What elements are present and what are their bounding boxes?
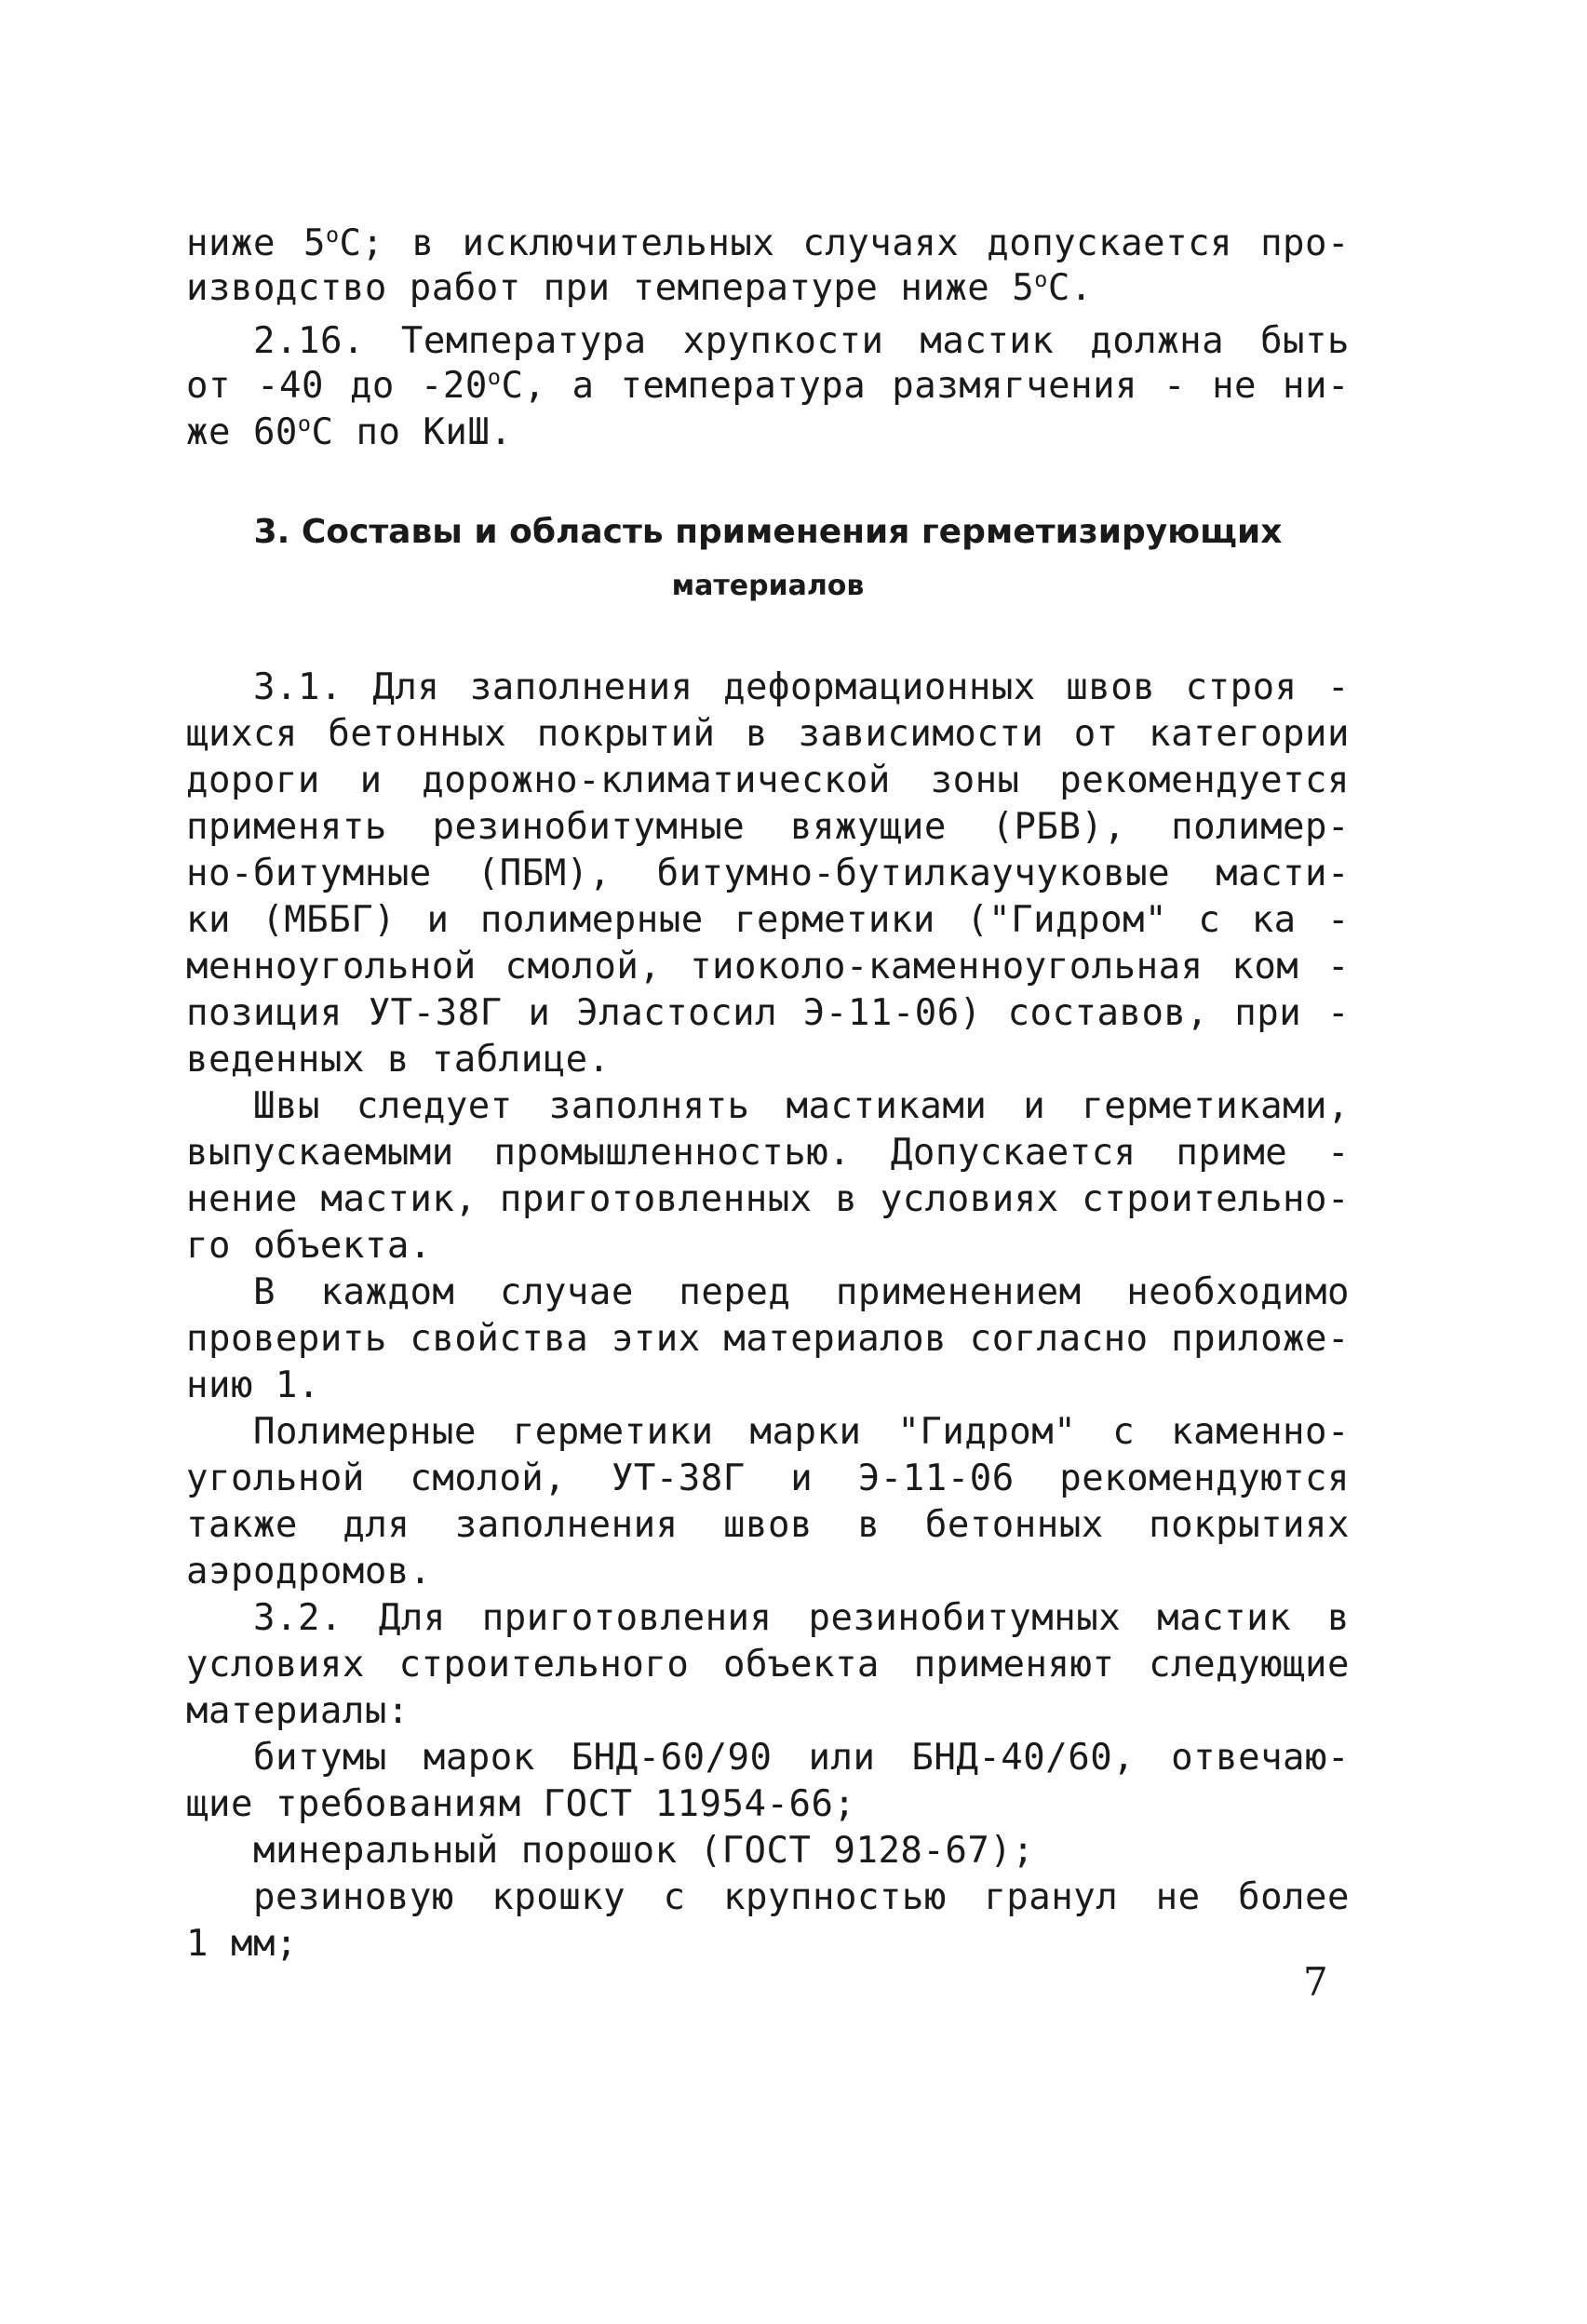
body-line: нию 1. xyxy=(186,1364,320,1406)
body-line: минеральный порошок (ГОСТ 9128-67); xyxy=(253,1830,1035,1872)
body-line: щие требованиям ГОСТ 11954-66; xyxy=(186,1783,856,1825)
body-line: аэродромов. xyxy=(186,1551,432,1592)
body-line: материалы: xyxy=(186,1690,410,1732)
body-line: резиновую крошку с крупностью гранул не более xyxy=(253,1876,1350,1918)
body-line: го объекта. xyxy=(186,1225,432,1267)
text-line-3: 2.16. Температура хрупкости мастик должна быть xyxy=(253,320,1350,362)
body-line: ки (МББГ) и полимерные герметики ("Гидром" с ка - xyxy=(186,899,1350,941)
body-line: Полимерные герметики марки "Гидром" с каменно- xyxy=(253,1411,1350,1453)
body-line: 3.2. Для приготовления резинобитумных мастик в xyxy=(253,1597,1350,1639)
body-line: позиция УТ-38Г и Эластосил Э-11-06) составов, при - xyxy=(186,992,1350,1034)
body-line: применять резинобитумные вяжущие (РБВ), полимер- xyxy=(186,806,1350,848)
body-line: нение мастик, приготовленных в условиях строительно- xyxy=(186,1178,1350,1220)
text-line-5: же $60^оС$ по КиШ. xyxy=(186,410,513,453)
page-number: 7 xyxy=(1303,1959,1328,2005)
text-line-2: изводство работ при температуре ниже $5^оС$. xyxy=(186,265,1093,309)
section-heading-line-2: материалов xyxy=(671,570,865,602)
body-line: 1 мм; xyxy=(186,1923,298,1965)
body-line: веденных в таблице. xyxy=(186,1039,611,1081)
body-line: Швы следует заполнять мастиками и герметиками, xyxy=(253,1085,1350,1127)
body-line: также для заполнения швов в бетонных покрытиях xyxy=(186,1504,1350,1546)
body-line: условиях строительного объекта применяют следующие xyxy=(186,1644,1350,1686)
text-line-1: ниже $5^оС$; в исключительных случаях допускается про- xyxy=(186,221,1350,264)
body-line: битумы марок БНД-60/90 или БНД-40/60, отвечаю- xyxy=(253,1737,1350,1779)
body-line: менноугольной смолой, тиоколо-каменноугольная ком - xyxy=(186,946,1350,987)
body-line: проверить свойства этих материалов согласно приложе- xyxy=(186,1318,1350,1360)
body-line: 3.1. Для заполнения деформационных швов строя - xyxy=(253,666,1350,708)
body-line: но-битумные (ПБМ), битумно-бутилкаучуковые масти- xyxy=(186,853,1350,894)
body-line: щихся бетонных покрытий в зависимости от категории xyxy=(186,713,1350,755)
body-line: дороги и дорожно-климатической зоны рекомендуется xyxy=(186,759,1350,801)
body-line: выпускаемыми промышленностью. Допускается приме - xyxy=(186,1132,1350,1174)
text-line-4: от -40 до $-20^оС$, а температура размягчения - не ни- xyxy=(186,363,1350,407)
body-line: угольной смолой, УТ-38Г и Э-11-06 рекомендуются xyxy=(186,1458,1350,1499)
body-line: В каждом случае перед применением необходимо xyxy=(253,1271,1350,1313)
section-heading-line-1: 3. Составы и область применения герметизирующих xyxy=(253,513,1283,551)
